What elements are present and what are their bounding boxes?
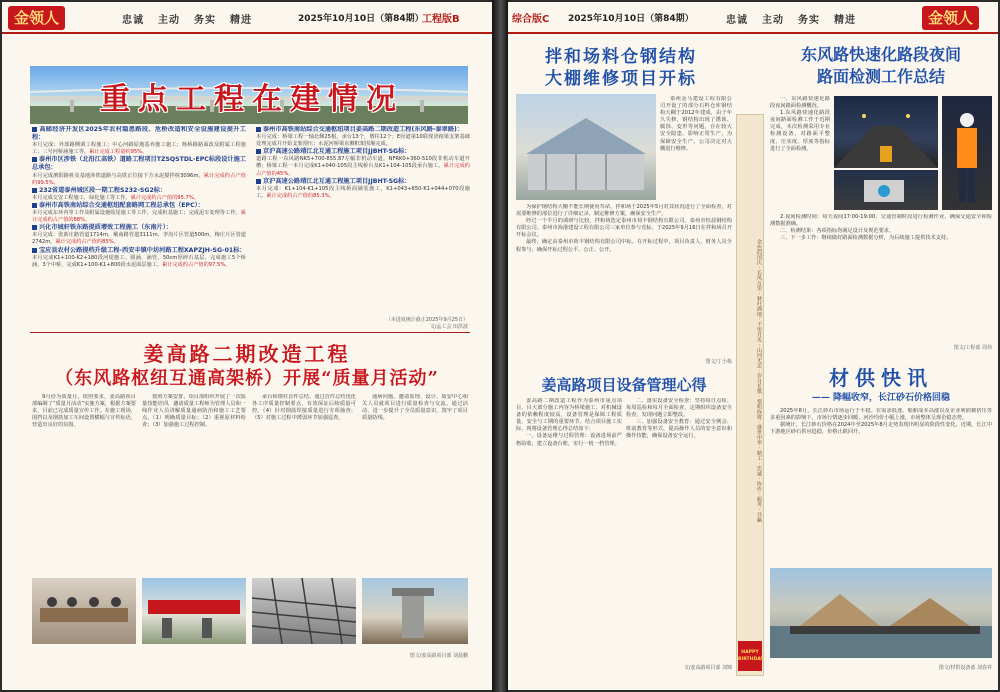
birthday-card: HAPPY BIRTHDAY <box>738 641 762 671</box>
right-page <box>508 2 998 690</box>
article-col-1: 9月份为质量月，依照要求，姜高路项目部编制了“质量月活动”实施方案，根据方案要求，目前已完成质量宣传工作。在施工现场，围挡以及钢筋加工车间设置横幅与宣传标语，营造出良好的氛围。 <box>32 394 136 429</box>
article3-intro: 一、东风路快速化路段夜间路面检测概况。 1.东风路快速化路段夜间路面检测工作于近期完成，本次检测采用专业检测设备，对路面平整度、压实度、厚度等指标进行了全面检测。 <box>770 96 830 152</box>
photo-test-equipment <box>834 170 938 210</box>
sidebar-nav: 金色的国庆 · 长风万里 · 秋叶满地 · 千里月光 · 山河无恙 · 岁月长歌 · 黎明终将 · 盛世中华 · 精工 · 忠诚 · 协作 · 服务 · 共赢 <box>756 239 762 523</box>
article2-col-1: 姜高路二期改造工程作为泰州市重点项目，目大部分施工内容为桥梁施工，对机械设备的依赖程度较高，设备管理是保障工程质量、安全与工期的重要环节。结合项目施工实际，现将设备管理心得总结如下： 一、设备运维与过程管理：设备进场前严格验收，建立设备台账，实行一机一档管理。 <box>516 398 622 447</box>
banner-photo <box>30 66 468 124</box>
photo-pier <box>362 578 468 644</box>
brief-item: 京沪高速公路靖江北互通工程施工项目JJBHT-SG标： 道路工程一东风路NK5+700-855.87左幅非机动车道，NFRK0+360-510段非机动车道开槽；桥梁工程一本月完成K1+040-105段主线桥台及K1+104-105段承台施工。累计完成约占产值的45%。 <box>256 148 470 177</box>
article4-credit: 图文/材供设备部 刘春祥 <box>938 665 992 671</box>
left-page <box>2 2 492 690</box>
left-masthead <box>2 2 492 34</box>
article1-body: 为保护钢结构大棚不能长期使用寿命，拌和场于2025年5月对其状况进行了全面检查，对需要维修的部位进行了详细记录，制定维修方案，确保安全生产。 经过一个半月的调研与比较，拌和场选定泰州市荷丰钢结构有限公司、泰州市恒晨钢结构有限公司、泰州市海港建设工程有限公司三家单位参与竞标。于2025年9月16日在拌和场召开开标会议。 最终，确定由泰州市荷丰钢结构有限公司中标。在开标过程中，项目负责人、财务人员全程参与，确保开标过程公平、公正、公开。 <box>516 204 732 253</box>
article4-title: 材供快讯 <box>829 366 933 390</box>
article2-col-2: 二、落实设备安全检查：坚持每日点检、每周巡检和每月全面检查，定期组织设备安全检查，发现问题立即整改。 三、加强设备安全教育：通过安全例会、班前教育等形式，提高操作人员的安全意识和操作技能，确保设备安全运行。 <box>626 398 732 440</box>
sidebar <box>736 114 764 676</box>
slogan: 忠诚 主动 务实 精进 <box>122 15 252 26</box>
edition-label: 综合版C <box>512 14 550 25</box>
dateline: 2025年10月10日（第84期） <box>298 14 424 24</box>
dateline: 2025年10月10日（第84期） <box>568 14 694 24</box>
photo-site-banner <box>142 578 246 644</box>
article-col-4: 通病问题、邀请监理、设计、质安中心相关人员就项目进行质量检查与交流。通过活动，进一步提升了全员质量意识，筑牢了项目质量防线。 <box>362 394 468 422</box>
briefs-left <box>32 126 246 324</box>
photo-meeting <box>32 578 136 644</box>
right-masthead <box>508 2 998 34</box>
banner-title: 重点工程在建情况 <box>100 82 404 117</box>
brief-item: 泰州市区涉铁（北沿江高铁）道路工程项目TZSQSTDL-EPC标段设计施工总承包： 本月完成泗阳路桩及基地涉铁道路与高铁正位接下方水泥搅拌桩3096m。累计完成约占产值约99.5%。 <box>32 156 246 186</box>
article1-title-1: 拌和场料仓钢结构 <box>545 47 697 67</box>
brief-item: 泰州市高铁南站综合交通枢纽配套路网工程总承包（EPC）： 本月完成东环内等工作及附属设施收尾施工等工作，完成桩基施工；完成泥车处理等工作。累计完成约占产值的88%。 <box>32 201 246 224</box>
article-title-2: （东风路枢纽互通高架桥）开展“质量月活动” <box>55 368 439 389</box>
article-title-1: 姜高路二期改造工程 <box>143 342 351 366</box>
brief-item: 京沪高速公路靖江北互通工程施工项目JJBHT-SG标： 本月完成：K1+104-K1+105段主线桥面铺装施工，K1+043+650-K1+044+070段施工。累计完成约占产值的85.3%。 <box>256 177 470 199</box>
article1-title-2: 大棚维修项目开标 <box>545 69 697 89</box>
slogan: 忠诚 主动 务实 精进 <box>726 15 856 26</box>
article3-credit: 图文/工程部 周伟 <box>953 345 992 351</box>
article3-title-1: 东风路快速化路段夜间 <box>800 45 961 64</box>
photo-night-road <box>834 96 938 168</box>
article4-subtitle: —— 降幅收窄，长江砂石价格回稳 <box>811 393 951 403</box>
brief-item: 泰州市高铁南站综合交通枢纽项目姜高路二期改造工程(东风路-泰翠路)： 本月完成：桥梁工程一轴北侧25根，承台13个，墩柱12个；E匝道第10联现浇箱梁支架基础处理完成并开始支架预压；水泥河桥梁东侧框架围堰完成。 <box>256 126 470 148</box>
photo-steel-shed <box>516 94 656 200</box>
divider <box>30 332 470 333</box>
brief-item: 232省道泰州城区段一期工程S232-SG2标： 本月完成交安工程施工、绿化施工等工作。累计完成约占产值的95.7%。 <box>32 186 199 201</box>
logo: 金领人 <box>922 6 979 30</box>
article2-title: 姜高路项目设备管理心得 <box>541 376 707 394</box>
article-col-2: 按照方案安排，项目部组织开展了一次质量技能培训，邀请质量工程师为管理人员和一线作业人员讲解质量通病防治和施工工艺要点。（1）明确质量目标；（2）重视原材料检查；（3）加强施工过程控制。 <box>142 394 246 429</box>
edition-label: 工程版B <box>422 14 460 25</box>
briefs-right <box>256 126 470 314</box>
photo-sand-barge <box>770 568 992 658</box>
photo-rebar <box>252 578 356 644</box>
article1-col-right: 泰州金马建设工程有限公司开设了的部分石料仓库钢结构大棚于2012年建成，由于年久失修，钢结构出现了锈蚀、腐蚀、变形等问题，存在较大安全隐患，影响正常生产，为保障安全生产，公司决定对大棚进行维修。 <box>660 96 732 152</box>
article3-title-2: 路面检测工作总结 <box>816 67 945 86</box>
brief-item: 宝应县农村公路提档升级工程-西安丰镇中坊河路工程XAPZJH-SG-01标： 本月完成K1+100-K2+180段河堤施工、圆涵、涵管，50cm厚碎石基层，完成施工5个桥涵，3个中桥，完成K1+100-K1+800段水泥面层施工。累计完成约占产值的97.5%。 <box>32 246 246 268</box>
photo-inspector <box>942 96 992 210</box>
logo: 金领人 <box>8 6 65 30</box>
article1-credit: 图文/丁小栋 <box>705 359 732 365</box>
article-credit: 图文/姜高路项目部 刘晨鹏 <box>409 653 468 659</box>
brief-item: 兴化市城轩铁东路提质增效工程施工（东南片）： 本月完成：张新庄路管道1714m，戴南路管道3111m，李沟片区管道500m，梅庄片区管道2742m。累计完成约占产值约85%。 <box>32 224 246 246</box>
brief-item: 高邮经济开发区2025年农村隐患路段、危桥改造和安全设施建设提升工程： 本月完成：外部路侧调工程施工；中心河路原地基养施工施工；杨桥路路面改及附属工程施工；三号河桥涵施工等。累计完成工程量约95%。 <box>32 126 246 156</box>
article3-body: 2.夜间检测时间：每天夜间17:00-19:00，交通管制时段进行检测作业，确保交通安全和检测数据准确。 二、检测结果：各项指标均满足设计及规范要求。 三、下一步工作：继续做好路面检测数据分析，为后续施工提供技术支持。 <box>770 214 992 242</box>
article2-credit: 文/姜高路项目部 刘锦 <box>683 665 732 671</box>
briefs-footer: （本进度统计截止2025年9月25日） 文/孟工会 田洪波 <box>385 317 468 330</box>
page-gutter <box>492 0 508 692</box>
article4-body: 2025年8月，长江砂石市场运行于平稳。在需求低迷、船舶成本高涨以及企业利润被挤压等多重因素的影响下，市场行情逐步回暖，河沙均价小幅上涨，市场整体呈现企稳态势。 据统计，长江砂石价格在2024年至2025年8月走势表现出明显的阶段性变化。近期，长江中下游地区砂石供应趋稳，价格止跌回升。 <box>770 408 992 436</box>
article-col-3: 承台和墩柱首件总结。通过首件总结优化各工序质量控制要点，有效保证后续质量可控。（4）针对钢筋焊接质量进行专项抽查；（5）对施工过程中薄弱环节加强巡查。 <box>252 394 356 422</box>
